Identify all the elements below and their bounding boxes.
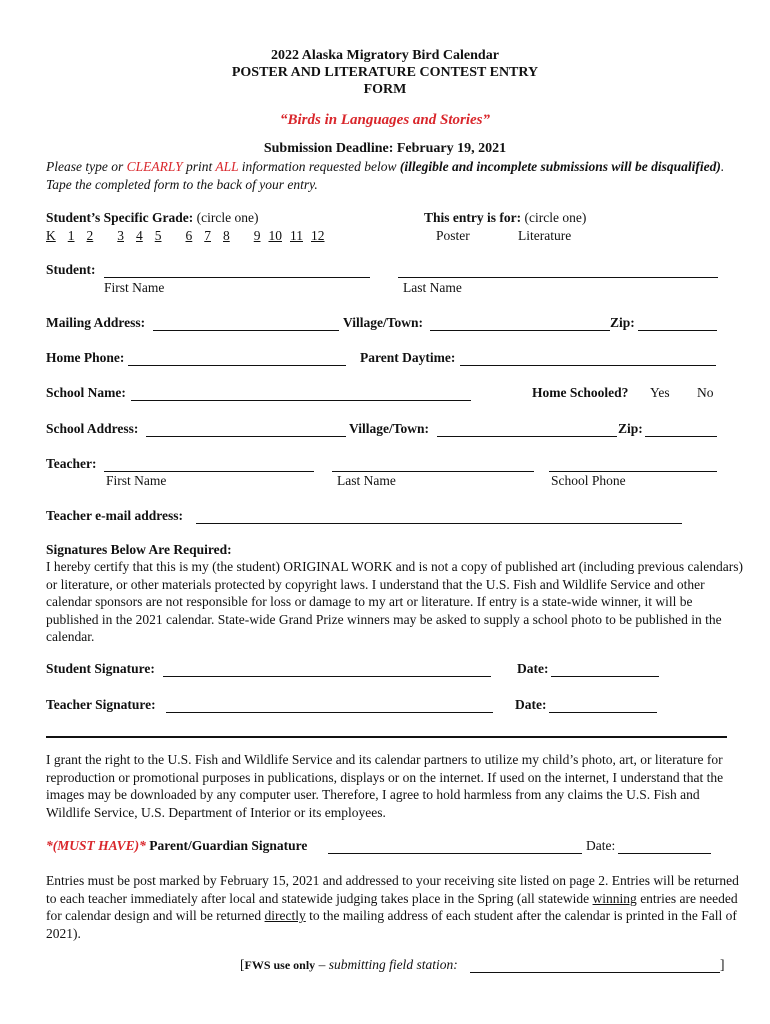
grade-option-4[interactable]: 4 [136,228,143,243]
entry-type-label-row: This entry is for: (circle one) [424,210,587,225]
mailing-village-field[interactable] [430,330,610,331]
grade-option-2[interactable]: 2 [86,228,94,243]
teacher-label: Teacher: [46,456,97,471]
school-village-label: Village/Town: [349,421,430,436]
grant-text: I grant the right to the U.S. Fish and Wildlife Service and its calendar partners to utilize my child’s photo, art, or literature for reproduction or promotional purposes in publications, displays or on the internet. If used on the internet, I understand that the images may be downloaded by any computer user. Therefore, I agree to hold harmless from any claims the U.S. Fish and Wildlife Service, U.S. Department of Interior or its employees. [46,752,724,820]
parent-signature-row [46,838,307,854]
school-village-field[interactable] [437,436,617,437]
grade-option-5[interactable]: 5 [154,228,162,243]
teacher-email-field[interactable] [196,523,682,524]
form-title-line1: 2022 Alaska Migratory Bird Calendar [271,48,499,63]
submission-deadline: Submission Deadline: February 19, 2021 [263,141,507,156]
teacher-first-name-field[interactable] [104,471,314,472]
student-date-label: Date: [517,661,549,676]
mailing-village-label: Village/Town: [343,315,424,330]
mailing-address-field[interactable] [153,330,339,331]
grade-option-10[interactable]: 10 [268,228,282,243]
teacher-last-name-field[interactable] [332,471,534,472]
student-first-name-caption: First Name [104,280,165,295]
school-zip-field[interactable] [645,436,717,437]
grade-options[interactable] [46,228,325,244]
home-schooled-no[interactable]: No [697,385,714,400]
form-title-line2: POSTER AND LITERATURE CONTEST ENTRY [231,65,539,80]
fws-use-only: [FWS use only – submitting field station: [240,957,458,972]
teacher-date-label: Date: [515,697,547,712]
home-schooled-label: Home Schooled? [532,385,629,400]
section-divider [46,736,727,738]
school-name-field[interactable] [131,400,471,401]
mailing-address-label: Mailing Address: [46,315,146,330]
parent-daytime-field[interactable] [460,365,716,366]
entries-text: Entries must be post marked by February 15, 2021 and addressed to your receiving site listed on page 2. Entries will be returned to each teacher immediately after local and statewide judging takes place in the Spring (all statewide winning entries are needed for calendar design and will be returned directly to the mailing address of each student after the calendar is printed in the Fall of 2021). [46,873,739,941]
student-signature-label: Student Signature: [46,661,155,676]
parent-signature-label: Parent/Guardian Signature [149,838,308,853]
entry-option-literature[interactable]: Literature [518,228,572,243]
grade-option-3[interactable]: 3 [117,228,124,243]
school-phone-caption: School Phone [551,473,626,488]
grade-label-row: Student’s Specific Grade: (circle one) [46,210,259,225]
teacher-email-label: Teacher e-mail address: [46,508,183,523]
student-last-name-caption: Last Name [403,280,462,295]
grade-option-8[interactable]: 8 [223,228,230,243]
teacher-signature-label: Teacher Signature: [46,697,156,712]
grade-option-1[interactable]: 1 [67,228,75,243]
school-name-label: School Name: [46,385,126,400]
certification-text: I hereby certify that this is my (the student) ORIGINAL WORK and is not a copy of published art (including previous calendars) or literature, or other materials protected by copyright laws. I understand that the U.S. Fish and Wildlife Service and other calendar sponsors are not responsible for loss or damage to my art or literature. If entry is a state-wide winner, it will be published in the 2021 calendar. State-wide Grand Prize winners may be asked to supply a school photo to be published in the calendar. [46,559,743,644]
student-last-name-field[interactable] [398,277,718,278]
school-zip-label: Zip: [618,421,643,436]
grade-option-11[interactable]: 11 [290,228,303,243]
grade-option-9[interactable]: 9 [253,228,261,243]
signatures-heading: Signatures Below Are Required: [46,542,232,557]
student-first-name-field[interactable] [104,277,370,278]
field-station-field[interactable] [470,972,720,973]
grade-option-7[interactable]: 7 [204,228,211,243]
school-address-field[interactable] [146,436,346,437]
teacher-first-name-caption: First Name [106,473,167,488]
fws-close-bracket: ] [720,957,725,972]
school-phone-field[interactable] [549,471,717,472]
parent-date-label: Date: [586,838,616,853]
form-title-line3: FORM [363,82,407,97]
instructions: Please type or CLEARLY print ALL information requested below (illegible and incomplete submissions will be disqualified). Tape the completed form to the back of your entry. [46,159,725,192]
student-signature-field[interactable] [163,676,491,677]
home-phone-field[interactable] [128,365,346,366]
grade-option-k[interactable]: K [46,228,56,243]
teacher-date-field[interactable] [549,712,657,713]
parent-daytime-label: Parent Daytime: [360,350,456,365]
contest-theme: “Birds in Languages and Stories” [279,112,491,128]
mailing-zip-label: Zip: [610,315,635,330]
student-date-field[interactable] [551,676,659,677]
student-label: Student: [46,262,96,277]
home-phone-label: Home Phone: [46,350,125,365]
home-schooled-yes[interactable]: Yes [650,385,670,400]
must-have-label: *(MUST HAVE)* [46,838,146,853]
grade-option-12[interactable]: 12 [311,228,325,243]
school-address-label: School Address: [46,421,139,436]
mailing-zip-field[interactable] [638,330,717,331]
parent-date-field[interactable] [618,853,711,854]
teacher-signature-field[interactable] [166,712,493,713]
grade-option-6[interactable]: 6 [185,228,193,243]
teacher-last-name-caption: Last Name [337,473,396,488]
parent-signature-field[interactable] [328,853,582,854]
entry-option-poster[interactable]: Poster [436,228,470,243]
